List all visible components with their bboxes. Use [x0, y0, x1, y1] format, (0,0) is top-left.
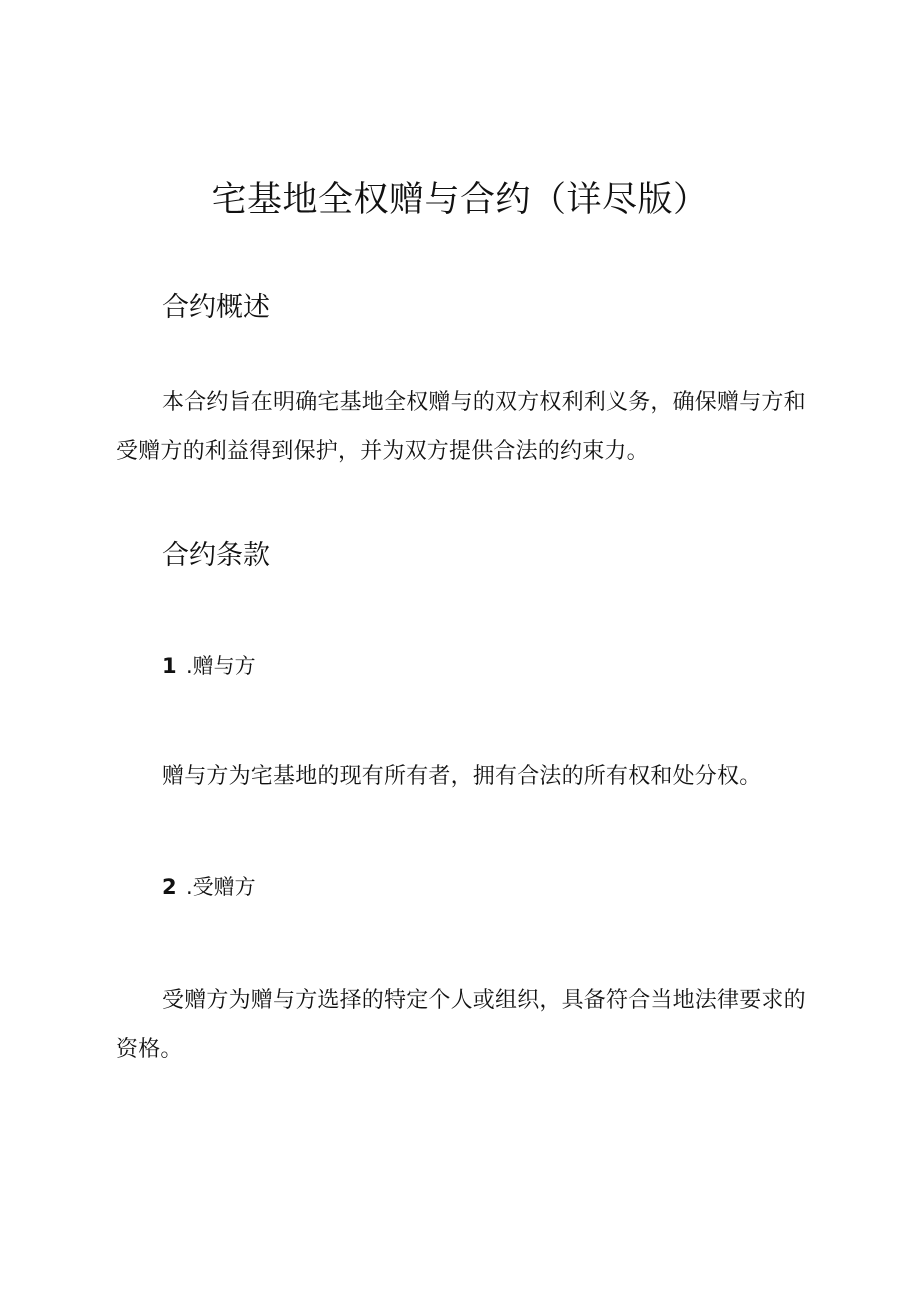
clause-label: .赠与方	[186, 654, 256, 678]
donor-paragraph: 赠与方为宅基地的现有所有者，拥有合法的所有权和处分权。	[162, 764, 762, 789]
clause-number: 1	[162, 654, 177, 678]
clause-number: 2	[162, 875, 177, 899]
clause-label: .受赠方	[186, 875, 256, 899]
document-title: 宅基地全权赠与合约（详尽版）	[211, 180, 709, 220]
donee-paragraph: 受赠方为赠与方选择的特定个人或组织，具备符合当地法律要求的资格。	[116, 988, 806, 1062]
section-heading-terms: 合约条款	[162, 540, 270, 571]
clause-heading-donor	[162, 651, 256, 681]
overview-paragraph: 本合约旨在明确宅基地全权赠与的双方权利利义务，确保赠与方和受赠方的利益得到保护，并为双方提供合法的约束力。	[116, 390, 806, 464]
section-heading-overview: 合约概述	[162, 292, 270, 323]
clause-heading-donee	[162, 872, 256, 902]
